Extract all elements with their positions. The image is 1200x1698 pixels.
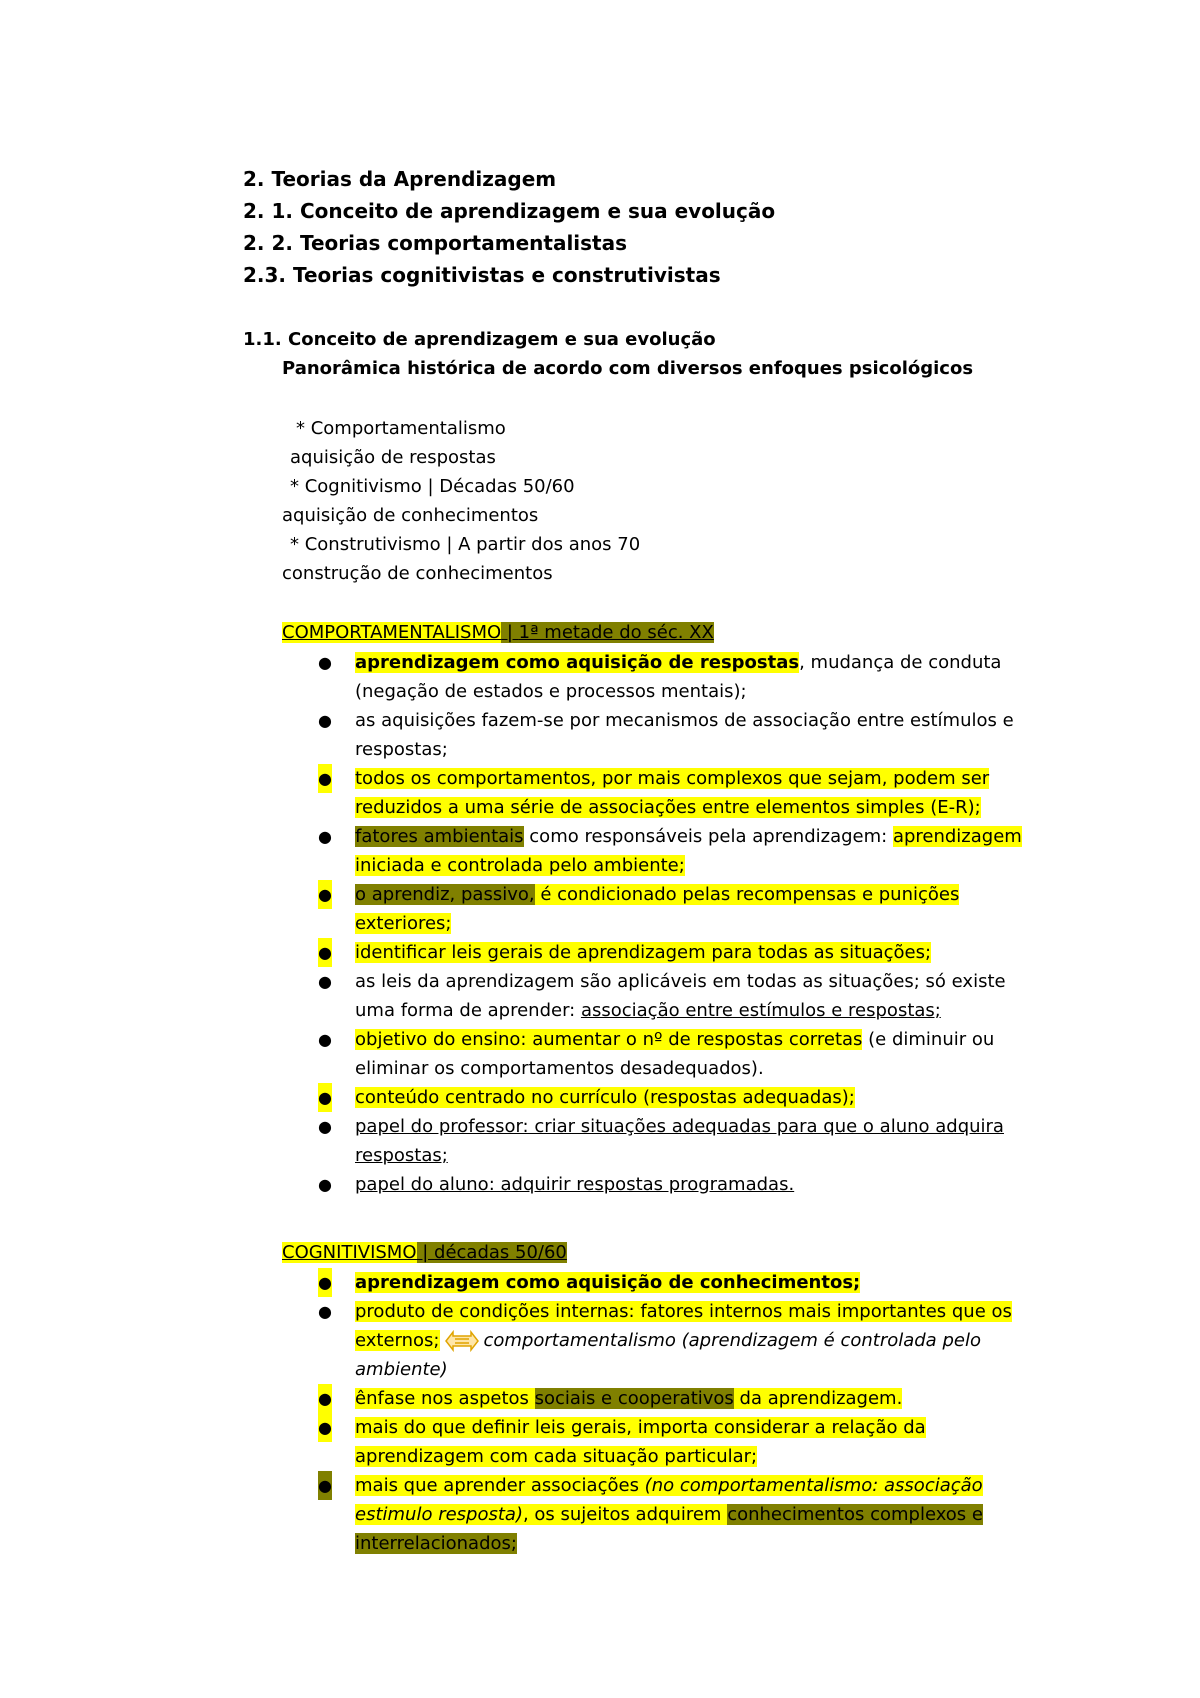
section-period: 1ª metade do séc. XX — [518, 622, 714, 643]
left-right-arrow-icon — [444, 1328, 480, 1354]
list-item: ● fatores ambientais como responsáveis pela aprendizagem: aprendizagem iniciada e controlada pelo ambiente; — [282, 822, 1022, 880]
intro-line: construção de conhecimentos — [282, 563, 553, 584]
intro-subheading: Panorâmica histórica de acordo com diversos enfoques psicológicos — [282, 358, 974, 379]
list-item: ● conteúdo centrado no currículo (respostas adequadas); — [282, 1083, 1022, 1112]
intro-line: aquisição de respostas — [290, 447, 496, 468]
intro-line: * Comportamentalismo — [296, 418, 506, 439]
list-item: ● o aprendiz, passivo, é condicionado pelas recompensas e punições exteriores; — [282, 880, 1022, 938]
list-item: ● mais que aprender associações (no comportamentalismo: associação estimulo resposta), os sujeitos adquirem conhecimentos complexos e interrelacionados; — [282, 1471, 1012, 1558]
list-item: ● objetivo do ensino: aumentar o nº de respostas corretas (e diminuir ou eliminar os comportamentos desadequados). — [282, 1025, 1022, 1083]
bullet-icon: ● — [318, 827, 332, 846]
section-title: COMPORTAMENTALISMO — [282, 622, 502, 643]
comportamentalismo-list — [282, 648, 1022, 1199]
list-item: ● mais do que definir leis gerais, importa considerar a relação da aprendizagem com cada situação particular; — [282, 1413, 1012, 1471]
list-item: ● papel do professor: criar situações adequadas para que o aluno adquira respostas; — [282, 1112, 1022, 1170]
bullet-icon: ● — [318, 653, 332, 672]
bullet-icon: ● — [318, 711, 332, 730]
toc-item: 2. 1. Conceito de aprendizagem e sua evolução — [243, 199, 776, 223]
list-item: ● as leis da aprendizagem são aplicáveis em todas as situações; só existe uma forma de aprender: associação entre estímulos e respostas; — [282, 967, 1022, 1025]
bullet-icon: ● — [318, 972, 332, 991]
list-item: ● produto de condições internas: fatores internos mais importantes que os externos; comportamentalismo (aprendizagem é controlada pelo ambiente) — [282, 1297, 1012, 1384]
bullet-icon: ● — [318, 764, 332, 793]
list-item: ● todos os comportamentos, por mais complexos que sejam, podem ser reduzidos a uma série de associações entre elementos simples (E-R); — [282, 764, 1022, 822]
bullet-icon: ● — [318, 1413, 332, 1442]
bullet-icon: ● — [318, 1471, 332, 1500]
bullet-icon: ● — [318, 1030, 332, 1049]
toc-item: 2. Teorias da Aprendizagem — [243, 167, 557, 191]
list-item: ● aprendizagem como aquisição de conhecimentos; — [282, 1268, 1012, 1297]
intro-line: * Cognitivismo | Décadas 50/60 — [290, 476, 575, 497]
intro-line: * Construtivismo | A partir dos anos 70 — [290, 534, 641, 555]
list-item: ● aprendizagem como aquisição de respostas, mudança de conduta (negação de estados e processos mentais); — [282, 648, 1022, 706]
bullet-icon: ● — [318, 938, 332, 967]
bullet-icon: ● — [318, 1302, 332, 1321]
list-item: ● ênfase nos aspetos sociais e cooperativos da aprendizagem. — [282, 1384, 1012, 1413]
bullet-icon: ● — [318, 880, 332, 909]
bullet-icon: ● — [318, 1384, 332, 1413]
section-heading-cognitivismo: COGNITIVISMO | décadas 50/60 — [282, 1242, 567, 1263]
toc-item: 2. 2. Teorias comportamentalistas — [243, 231, 628, 255]
bullet-icon: ● — [318, 1175, 332, 1194]
section-title: COGNITIVISMO — [282, 1242, 417, 1263]
table-of-contents — [243, 163, 775, 291]
bullet-icon: ● — [318, 1083, 332, 1112]
list-item: ● papel do aluno: adquirir respostas programadas. — [282, 1170, 1022, 1199]
toc-item: 2.3. Teorias cognitivistas e construtivistas — [243, 263, 721, 287]
bullet-icon: ● — [318, 1117, 332, 1136]
bullet-icon: ● — [318, 1268, 332, 1297]
list-item: ● as aquisições fazem-se por mecanismos de associação entre estímulos e respostas; — [282, 706, 1022, 764]
section-period: décadas 50/60 — [434, 1242, 567, 1263]
section-heading-comportamentalismo: COMPORTAMENTALISMO | 1ª metade do séc. XX — [282, 622, 714, 643]
intro-line: aquisição de conhecimentos — [282, 505, 539, 526]
intro-heading: 1.1. Conceito de aprendizagem e sua evolução — [243, 329, 716, 350]
cognitivismo-list — [282, 1268, 1012, 1558]
list-item: ● identificar leis gerais de aprendizagem para todas as situações; — [282, 938, 1022, 967]
